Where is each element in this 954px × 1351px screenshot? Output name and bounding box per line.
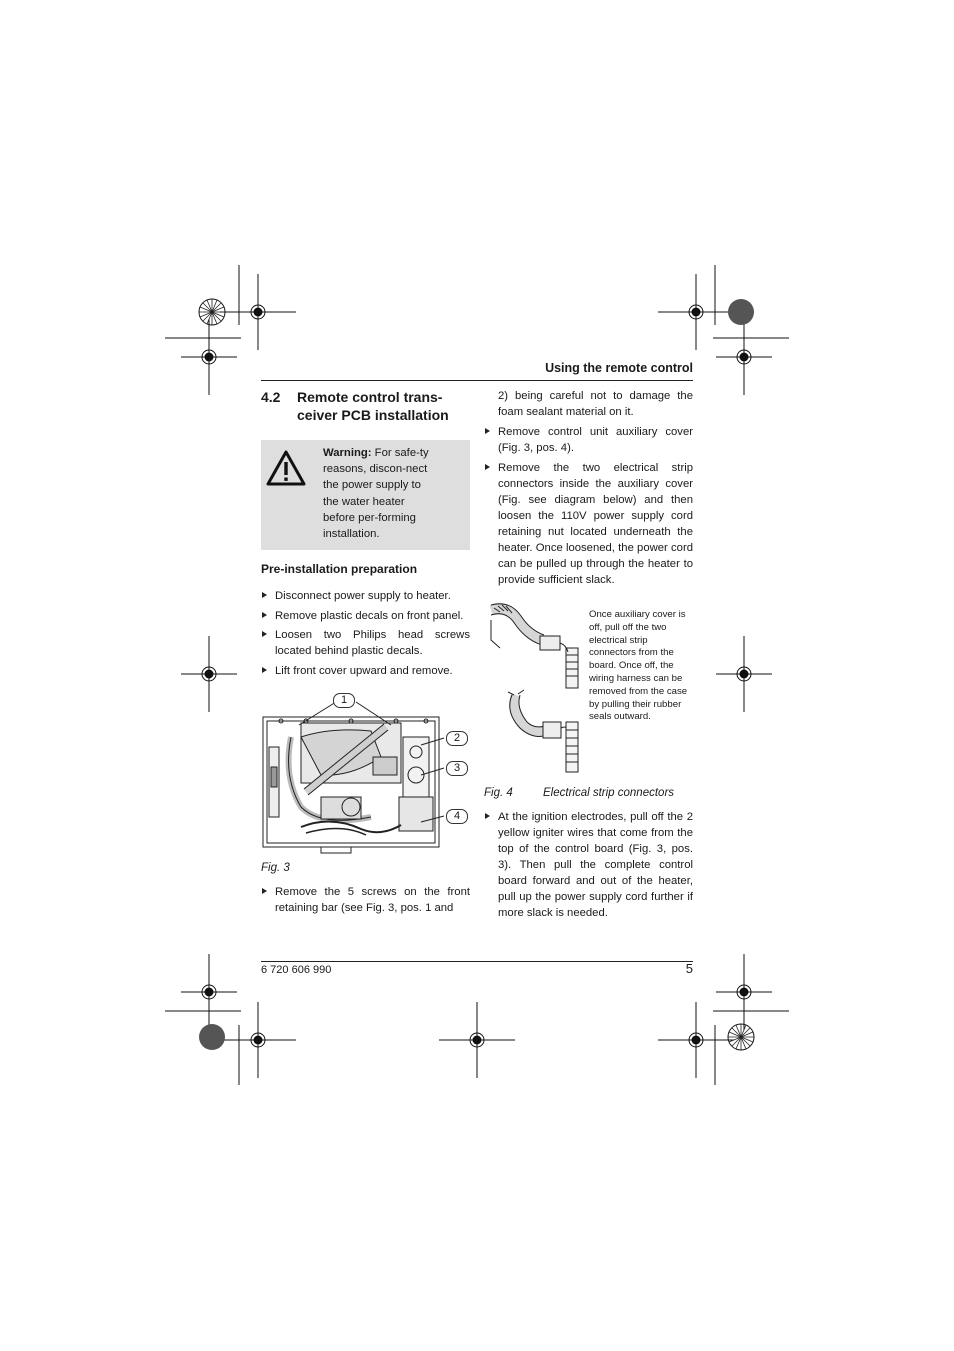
- list-item: Remove the 5 screws on the front retaining bar (see Fig. 3, pos. 1 and: [261, 884, 470, 916]
- list-item: Lift front cover upward and remove.: [261, 663, 470, 679]
- right-steps: [484, 424, 693, 588]
- list-item: At the ignition electrodes, pull off the 2 yellow igniter wires that come from the top of the control board (Fig. 3, pos. 3). Then pull the complete control board forward and out of the heater, pull up the power supply cord further if more slack is needed.: [484, 809, 693, 921]
- left-column-continued: [261, 884, 470, 920]
- continued-text: 2) being careful not to damage the foam sealant material on it.: [498, 390, 693, 418]
- left-column: [261, 388, 470, 682]
- fig3-callout-2: 2: [446, 731, 468, 746]
- removal-steps: [261, 884, 470, 916]
- bullet-arrow-icon: [485, 464, 490, 470]
- list-item: Remove control unit auxiliary cover (Fig. 3, pos. 4).: [484, 424, 693, 456]
- warning-triangle-icon: [266, 450, 306, 486]
- warning-box: [261, 440, 470, 550]
- bullet-arrow-icon: [262, 888, 267, 894]
- header-rule: [261, 380, 693, 381]
- bullet-arrow-icon: [262, 667, 267, 673]
- footer-rule: [261, 961, 693, 962]
- list-item: Remove plastic decals on front panel.: [261, 608, 470, 624]
- fig4-caption: [484, 787, 694, 799]
- section-heading: [261, 388, 470, 424]
- fig3-caption: Fig. 3: [261, 862, 290, 874]
- warning-label: Warning:: [323, 447, 372, 459]
- warning-body: For safe-ty reasons, discon-nect the power supply to the water heater before per-forming installation.: [323, 447, 429, 541]
- fig4-connector-illustration: [488, 600, 588, 782]
- page-number: 5: [685, 961, 693, 976]
- final-steps: [484, 809, 693, 921]
- list-item: Remove the two electrical strip connectors inside the auxiliary cover (Fig. see diagram below) and then loosen the 110V power supply cord retaining nut located underneath the heater. Once loosened, the power cord can be pulled up through the heater to provide sufficient slack.: [484, 460, 693, 588]
- bullet-arrow-icon: [485, 813, 490, 819]
- fig3-heater-illustration: [261, 697, 471, 857]
- section-title: Remote control trans-ceiver PCB installation: [297, 389, 449, 423]
- bullet-arrow-icon: [262, 631, 267, 637]
- warning-text: [323, 445, 433, 542]
- fig4-note: Once auxiliary cover is off, pull off the two electrical strip connectors from the board. Once off, the wiring harness can be removed from the case by pulling their rubber seals outward.: [589, 609, 688, 723]
- fig4-caption-text: Electrical strip connectors: [543, 787, 675, 799]
- section-number: 4.2: [261, 389, 281, 405]
- running-header: Using the remote control: [545, 361, 693, 375]
- preinstall-steps: [261, 588, 470, 679]
- fig3-callout-4: 4: [446, 809, 468, 824]
- preinstall-heading: Pre-installation preparation: [261, 562, 418, 576]
- bullet-arrow-icon: [485, 428, 490, 434]
- fig4-caption-number: Fig. 4: [484, 787, 513, 799]
- right-column-continued: [484, 809, 693, 925]
- bullet-arrow-icon: [262, 612, 267, 618]
- list-item: Loosen two Philips head screws located behind plastic decals.: [261, 627, 470, 659]
- bullet-arrow-icon: [262, 592, 267, 598]
- fig3-callout-1: 1: [333, 693, 355, 708]
- list-item: Disconnect power supply to heater.: [261, 588, 470, 604]
- right-column: [484, 388, 693, 591]
- fig3-callout-3: 3: [446, 761, 468, 776]
- document-number: 6 720 606 990: [261, 964, 332, 976]
